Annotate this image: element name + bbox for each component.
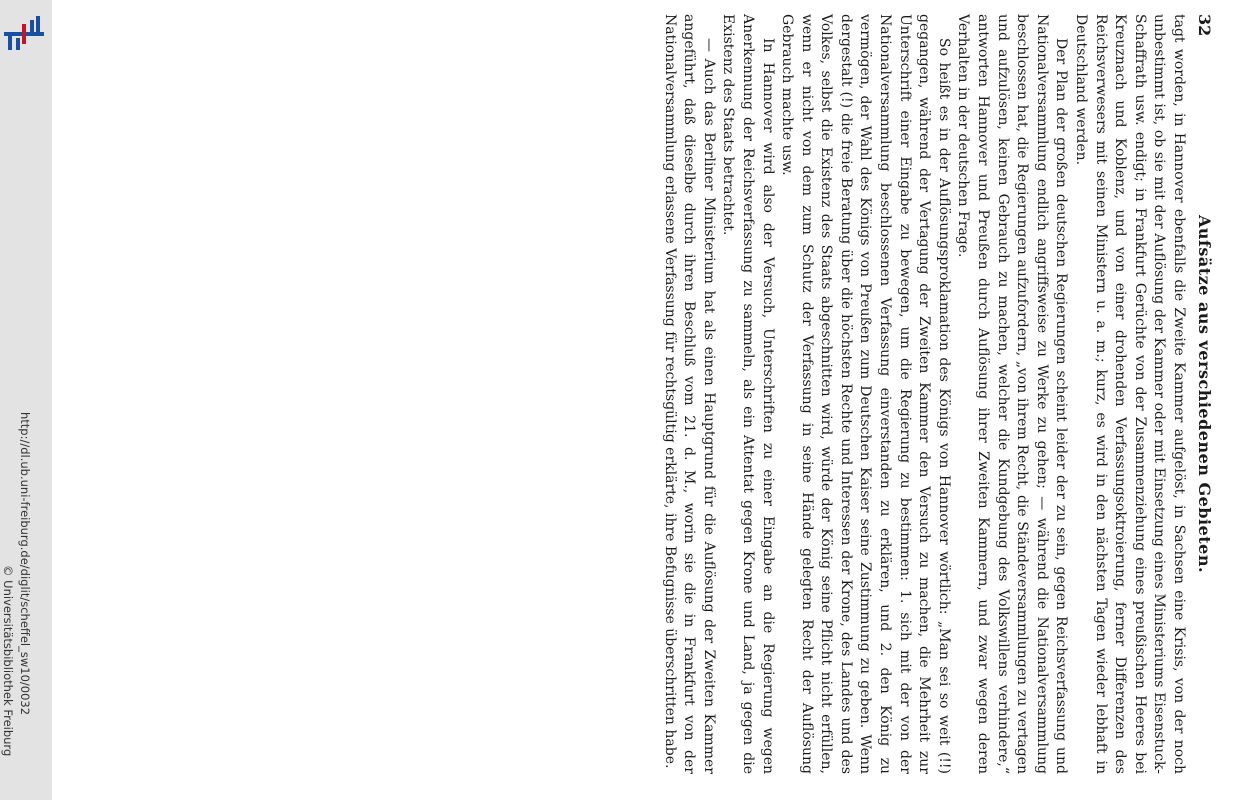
paragraph: — Auch das Berliner Ministerium hat als einen Hauptgrund für die Auflösung der Zweiten Kammer angeführt, daß dieselbe durch ihren Beschluß vom 21. d. M., worin sie die in Frankfurt von der Nationalversammlung erlassene Verfassung für rechtsgültig erklärte, ihre Befugnisse überschritten habe. — [661, 14, 717, 774]
running-title: Aufsätze aus verschiedenen Gebieten. — [1195, 214, 1214, 574]
page-header — [1188, 14, 1222, 774]
page-body — [659, 14, 1188, 774]
paragraph: Der Plan der großen deutschen Regierungen scheint leider der zu sein, gegen Reichsverfassung und Nationalversammlung endlich angriffsweise zu Werke zu gehen; — während die Nationalversammlung beschlossen hat, die Regierungen aufzufordern, „von ihrem Recht, die Ständeversammlungen zu vertagen und aufzulösen, keinen Gebrauch zu machen, welcher die Kundgebung des Volkswillens verhindere,“ antworten Hannover und Preußen durch Auflösung ihrer Zweiten Kammern, und zwar wegen deren Verhalten in der deutschen Frage. — [955, 14, 1070, 774]
copyright-notice: © Universitätsbibliothek Freiburg — [1, 565, 15, 757]
paragraph: tagt worden, in Hannover ebenfalls die Zweite Kammer aufgelöst, in Sachsen eine Krisis, von der noch unbestimmt ist, ob sie mit der Auflösung der Kammer oder mit Einsetzung eines Ministeriums Eisenstuck-Schaffrath usw. endigt; in Frankfurt Gerüchte von der Zusammenziehung eines preußischen Heeres bei Kreuznach und Koblenz, und von einer drohenden Verfassungsoktroierung, ferner Differenzen des Reichsverwesers mit seinen Ministern u. a. m.; kurz, es wird in den nächsten Tagen wieder lebhaft in Deutschland werden. — [1073, 14, 1187, 774]
paragraph: So heißt es in der Auflösungsproklamation des Königs von Hannover wörtlich: „Man sei so weit (!!) gegangen, während der Vertagung der Zweiten Kammer den Versuch zu machen, die Mehrheit zur Unterschrift einer Eingabe zu bewegen, um die Regierung zu bestimmen: 1. sich mit der von der Nationalversammlung beschlossenen Verfassung einverstanden zu erklären, und 2. den König zu vermögen, der Wahl des Königs von Preußen zum Deutschen Kaiser seine Zustimmung zu geben. Wenn dergestalt (!) die freie Beratung über die höchsten Rechte und Interessen der Krone, des Landes und des Volkes, selbst die Existenz des Staats abgeschnitten wird, würde der König seine Pflicht nicht erfüllen, wenn er nicht von dem zum Schutz der Verfassung in seine Hände gelegten Recht der Auflösung Gebrauch machte usw. — [779, 14, 952, 774]
page-number: 32 — [1195, 14, 1214, 37]
scanned-page — [52, 0, 1238, 800]
rotated-page-content — [182, 14, 1222, 774]
university-library-logo-icon — [2, 14, 46, 54]
document-url[interactable]: http://dl.ub.uni-freiburg.de/diglit/scheffel_sw10/0032 — [18, 412, 32, 716]
viewer-sidebar — [0, 0, 52, 800]
paragraph: In Hannover wird also der Versuch, Unterschriften zu einer Eingabe an die Regierung wegen Anerkennung der Reichsverfassung zu sammeln, als ein Attentat gegen Krone und Land, ja gegen die Existenz des Staats betrachtet. — [720, 14, 776, 774]
